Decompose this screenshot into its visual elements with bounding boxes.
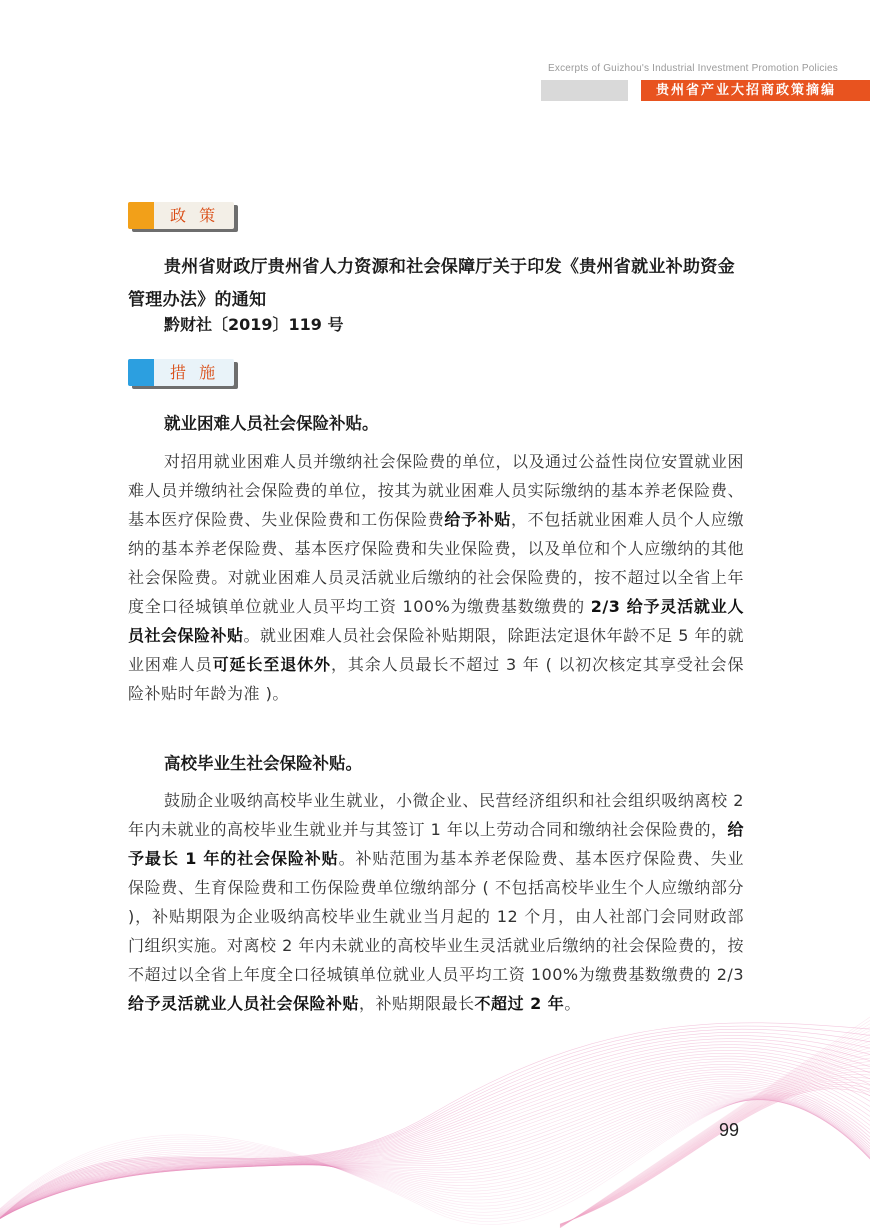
wave-line — [0, 1097, 870, 1218]
wave-line — [0, 1026, 870, 1228]
wave-line — [560, 1053, 870, 1226]
wave-line — [0, 1099, 870, 1219]
wave-line — [0, 1100, 870, 1220]
wave-line — [0, 1096, 870, 1218]
wave-line — [0, 1098, 870, 1219]
wave-line — [0, 1099, 870, 1221]
wave-line — [0, 1099, 870, 1220]
wave-line — [560, 1018, 870, 1228]
wave-line — [0, 1097, 870, 1221]
wave-line — [0, 1048, 870, 1227]
wave-line — [0, 1053, 870, 1226]
wave-line — [560, 1034, 870, 1228]
wave-line — [0, 1092, 870, 1222]
policy-section-tag — [128, 202, 238, 232]
policy-tag-label: 政 策 — [170, 206, 220, 225]
wave-line — [0, 1069, 870, 1224]
wave-line — [0, 1095, 870, 1222]
wave-line — [560, 1089, 870, 1224]
wave-line — [560, 1022, 870, 1228]
wave-line — [0, 1079, 870, 1224]
header-gray-bar — [541, 80, 628, 101]
policy-title: 贵州省财政厅贵州省人力资源和社会保障厅关于印发《贵州省就业补助资金管理办法》的通知 — [128, 257, 735, 310]
wave-line — [0, 1083, 870, 1223]
wave-line — [560, 1010, 870, 1228]
wave-line — [0, 1042, 870, 1227]
wave-line — [0, 1062, 870, 1226]
page-number: 99 — [719, 1120, 740, 1140]
wave-line — [560, 1057, 870, 1226]
wave-line — [560, 1071, 870, 1225]
wave-line — [0, 1074, 870, 1224]
wave-line — [0, 1045, 870, 1227]
wave-line — [560, 1014, 870, 1228]
paragraph-graduate-subsidy: 鼓励企业吸纳高校毕业生就业，小微企业、民营经济组织和社会组织吸纳离校 2 年内未就业的高校毕业生就业并与其签订 1 年以上劳动合同和缴纳社会保险费的，给予最长 1 年的社会保险补贴。补贴范围为基本养老保险费、基本医疗保险费、失业保险费、生育保险费和工伤保险费单位缴纳部分 ( 不包括高校毕业生个人应缴纳部分 )，补贴期限为企业吸纳高校毕业生就业当月起的 12 个月，由人社部门会同财政部门组织实施。对离校 2 年内未就业的高校毕业生灵活就业后缴纳的社会保险费的，按不超过以全省上年度全口径城镇单位就业人员平均工资 100%为缴费基数缴费的 2/3 给予灵活就业人员社会保险补贴，补贴期限最长不超过 2 年。 — [128, 791, 744, 1013]
wave-line — [560, 1030, 870, 1228]
section-heading-difficult-employment: 就业困难人员社会保险补贴。 — [164, 414, 379, 433]
header-chinese-title: 贵州省产业大招商政策摘编 — [641, 80, 870, 101]
wave-line — [0, 1056, 870, 1226]
document-number: 黔财社〔2019〕119 号 — [164, 315, 344, 334]
measure-section-tag — [128, 359, 238, 389]
wave-line — [0, 1032, 870, 1227]
wave-line — [560, 1045, 870, 1226]
wave-line — [0, 1100, 870, 1220]
wave-line — [560, 1061, 870, 1226]
wave-line — [0, 1090, 870, 1222]
wave-line — [560, 1041, 870, 1226]
wave-line — [0, 1096, 870, 1222]
wave-line — [560, 1065, 870, 1226]
section-heading-graduate-subsidy: 高校毕业生社会保险补贴。 — [164, 754, 362, 773]
wave-line — [0, 1087, 870, 1223]
wave-line — [0, 1029, 870, 1227]
wave-line — [0, 1077, 870, 1224]
wave-line — [560, 1087, 870, 1225]
wave-line — [560, 1049, 870, 1226]
wave-line — [0, 1085, 870, 1223]
wave-line — [0, 1095, 870, 1221]
wave-line — [0, 1050, 870, 1226]
wave-line — [0, 1039, 870, 1227]
header-english-title: Excerpts of Guizhou's Industrial Investment Promotion Policies — [548, 63, 838, 74]
wave-line — [0, 1089, 870, 1223]
wave-line — [0, 1093, 870, 1221]
wave-line — [0, 1067, 870, 1225]
wave-line — [0, 1099, 870, 1220]
paragraph-difficult-employment-subsidy: 对招用就业困难人员并缴纳社会保险费的单位，以及通过公益性岗位安置就业困难人员并缴纳社会保险费的单位，按其为就业困难人员实际缴纳的基本养老保险费、基本医疗保险费、失业保险费和工伤保险费给予补贴，不包括就业困难人员个人应缴纳的基本养老保险费、基本医疗保险费和失业保险费，以及单位和个人应缴纳的其他社会保险费。对就业困难人员灵活就业后缴纳的社会保险费的，按不超过以全省上年度全口径城镇单位就业人员平均工资 100%为缴费基数缴费的 2/3 给予灵活就业人员社会保险补贴。就业困难人员社会保险补贴期限，除距法定退休年龄不足 5 年的就业困难人员可延长至退休外，其余人员最长不超过 3 年 ( 以初次核定其享受社会保险补贴时年龄为准 )。 — [128, 452, 744, 703]
wave-line — [560, 1074, 870, 1225]
measure-tag-label: 措 施 — [170, 363, 220, 382]
wave-line — [0, 1099, 870, 1219]
wave-line — [0, 1064, 870, 1225]
wave-line — [0, 1094, 870, 1225]
wave-line — [560, 1077, 870, 1225]
wave-line — [0, 1035, 870, 1227]
wave-line — [0, 1059, 870, 1225]
wave-line — [0, 1023, 870, 1228]
wave-line — [0, 1098, 870, 1221]
wave-line — [560, 1037, 870, 1226]
wave-line — [560, 1082, 870, 1224]
wave-line — [0, 1081, 870, 1223]
wave-line — [560, 1085, 870, 1225]
wave-line — [560, 1080, 870, 1225]
wave-line — [560, 1068, 870, 1225]
wave-line — [560, 1026, 870, 1228]
wave-line — [0, 1072, 870, 1224]
wave-line — [0, 1100, 870, 1220]
